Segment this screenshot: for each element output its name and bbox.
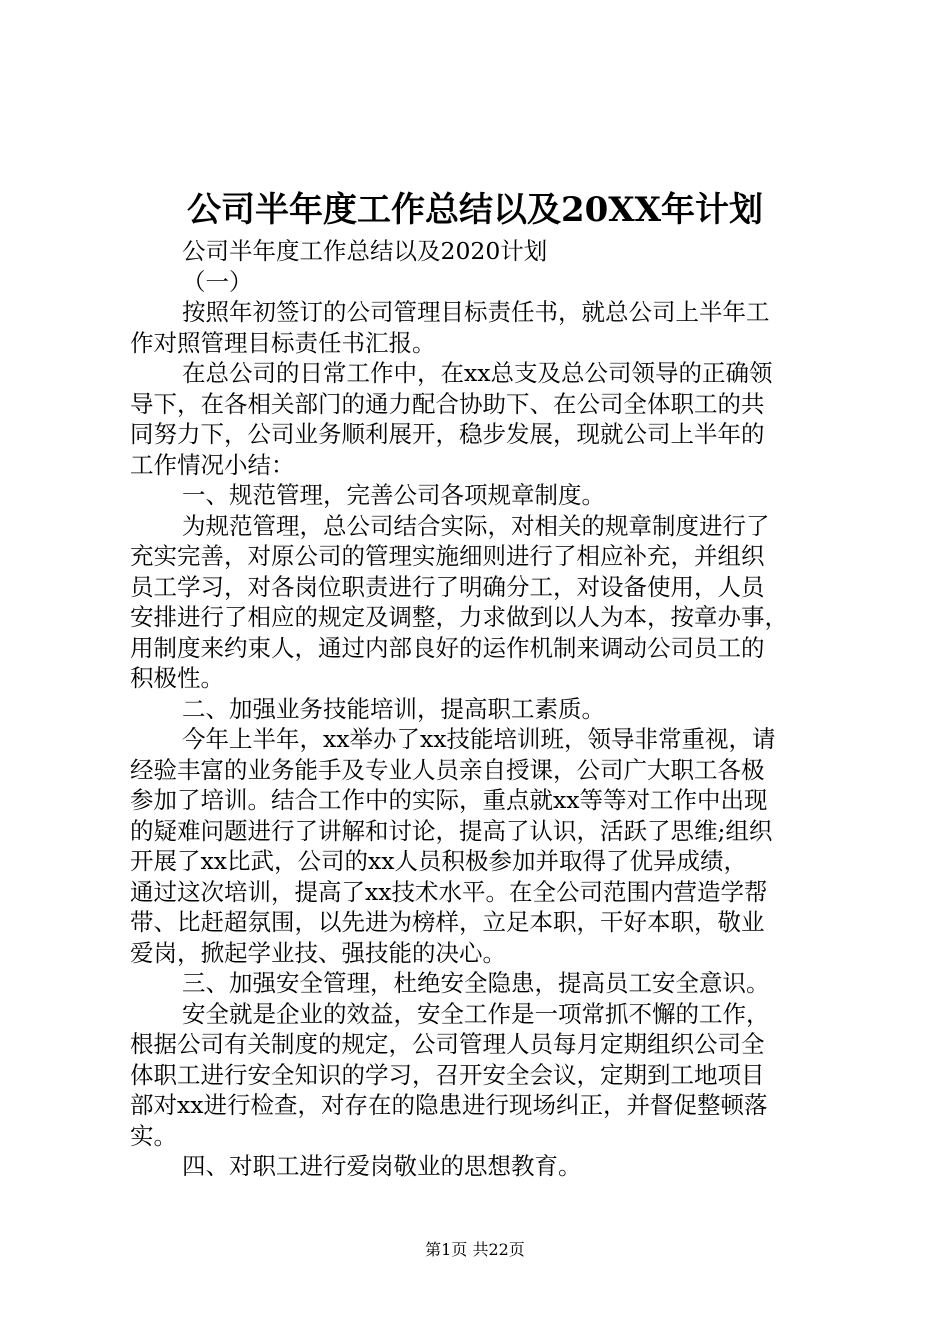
paragraph-line: 同努力下，公司业务顺利展开，稳步发展，现就公司上半年的	[130, 420, 765, 448]
section-heading: 二、加强业务技能培训，提高职工素质。	[182, 694, 605, 723]
paragraph-line: 在总公司的日常工作中，在xx总支及总公司领导的正确领	[182, 359, 773, 387]
section-heading: 三、加强安全管理，杜绝安全隐患，提高员工安全意识。	[182, 969, 770, 997]
paragraph-line: 为规范管理，总公司结合实际，对相关的规章制度进行了	[182, 511, 770, 540]
paragraph-line: 工作情况小结：	[130, 450, 295, 479]
paragraph-line: 通过这次培训，提高了xx技术水平。在全公司范围内营造学帮	[130, 877, 768, 906]
paragraph-line: 根据公司有关制度的规定，公司管理人员每月定期组织公司全	[130, 1030, 765, 1058]
paragraph-line: 导下，在各相关部门的通力配合协助下、在公司全体职工的共	[130, 389, 765, 418]
section-heading: 一、规范管理，完善公司各项规章制度。	[182, 481, 605, 509]
paragraph-line: 实。	[130, 1121, 177, 1150]
section-marker: （一）	[182, 267, 253, 296]
paragraph-line: 充实完善，对原公司的管理实施细则进行了相应补充，并组织	[130, 542, 765, 570]
paragraph-line: 部对xx进行检查，对存在的隐患进行现场纠正，并督促整顿落	[130, 1091, 768, 1119]
document-title: 公司半年度工作总结以及20XX年计划	[186, 190, 764, 230]
paragraph-line: 爱岗，掀起学业技、强技能的决心。	[130, 938, 506, 967]
paragraph-line: 带、比赶超氛围，以先进为榜样，立足本职，干好本职，敬业	[130, 908, 765, 936]
section-heading: 四、对职工进行爱岗敬业的思想教育。	[182, 1152, 582, 1180]
paragraph-line: 员工学习，对各岗位职责进行了明确分工，对设备使用，人员	[130, 572, 765, 601]
page-number: 第1页 共22页	[425, 1240, 525, 1259]
subtitle-line: 公司半年度工作总结以及2020计划	[182, 237, 548, 265]
paragraph-line: 今年上半年，xx举办了xx技能培训班，领导非常重视，请	[182, 725, 776, 753]
paragraph-line: 开展了xx比武，公司的xx人员积极参加并取得了优异成绩，	[130, 847, 748, 875]
paragraph-line: 体职工进行安全知识的学习，召开安全会议，定期到工地项目	[130, 1060, 765, 1089]
paragraph-line: 用制度来约束人，通过内部良好的运作机制来调动公司员工的	[130, 633, 765, 662]
paragraph-line: 积极性。	[130, 664, 224, 692]
paragraph-line: 参加了培训。结合工作中的实际，重点就xx等等对工作中出现	[130, 786, 768, 814]
paragraph-line: 安排进行了相应的规定及调整，力求做到以人为本，按章办事，	[130, 603, 788, 631]
paragraph-line: 按照年初签订的公司管理目标责任书，就总公司上半年工	[182, 298, 770, 326]
paragraph-line: 的疑难问题进行了讲解和讨论，提高了认识，活跃了思维;组织	[130, 816, 773, 845]
paragraph-line: 经验丰富的业务能手及专业人员亲自授课，公司广大职工各极	[130, 755, 765, 784]
paragraph-line: 作对照管理目标责任书汇报。	[130, 328, 436, 357]
paragraph-line: 安全就是企业的效益，安全工作是一项常抓不懈的工作，	[182, 999, 770, 1028]
document-body	[130, 236, 830, 1182]
